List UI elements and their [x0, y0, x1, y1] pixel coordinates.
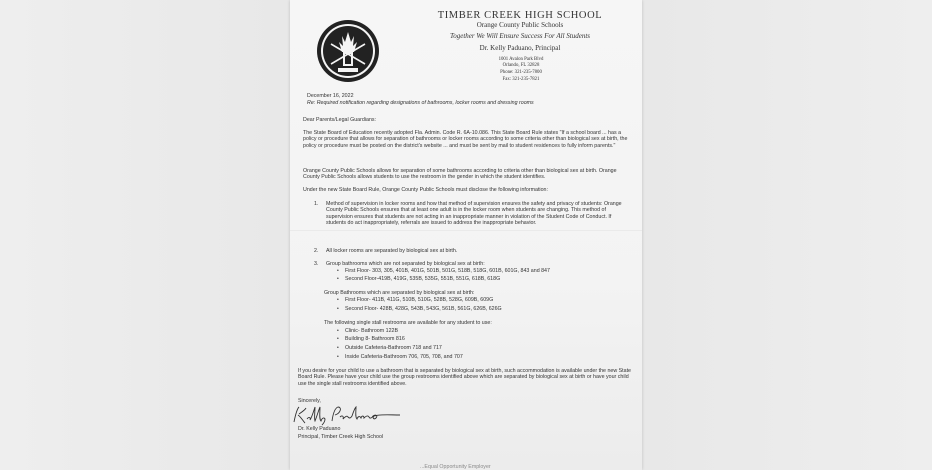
signer-name: Dr. Kelly Paduano [298, 426, 341, 432]
principal-heading: Dr. Kelly Paduano, Principal [479, 44, 561, 52]
paper-fold [290, 230, 642, 231]
signer-title: Principal, Timber Creek High School [298, 434, 384, 440]
list-number: 2. [314, 248, 319, 254]
salutation: Dear Parents/Legal Guardians: [303, 117, 377, 123]
list-item: Inside Cafeteria-Bathroom 706, 705, 708, and 707 [345, 354, 463, 360]
paragraph-rule: The State Board of Education recently adopted Fla. Admin. Code R. 6A-10.086. This State Board Rule states "If a school board ... has a policy or procedure that allows for separation of bathrooms or locker rooms according to some criteria other than biological sex at birth, the policy or procedure must be posted on the district's website ... and must be sent by mail to student residences to fully inform parents." [303, 130, 628, 149]
paragraph-policy: Orange County Public Schools allows for separation of some bathrooms according to criteria other than biological sex at birth. Orange County Public Schools allows students to use the restroom in the gender in which the student identifies. [303, 168, 617, 181]
closing: Sincerely, [298, 398, 321, 404]
list-number: 1. [314, 201, 319, 207]
bullet: • [337, 345, 339, 351]
school-name: TIMBER CREEK HIGH SCHOOL [437, 10, 603, 21]
bullet: • [337, 328, 339, 334]
single-stall-heading: The following single stall restrooms are available for any student to use: [324, 320, 492, 326]
district-name: Orange County Public Schools [476, 21, 564, 29]
school-motto: Together We Will Ensure Success For All Students [449, 32, 591, 40]
address-line: 1001 Avalon Park Blvd [498, 57, 544, 62]
item-locker-rooms: All locker rooms are separated by biological sex at birth. [326, 248, 458, 254]
list-item: Second Floor- 428B, 428G, 543B, 543G, 561B, 561G, 626B, 626G [345, 306, 502, 312]
address-line: Phone: 321-235-7800 [500, 70, 542, 75]
address-line: Fax: 321-235-7821 [502, 77, 540, 82]
background-left [0, 0, 290, 470]
address-line: Orlando, FL 32828 [502, 63, 540, 68]
group-separated-heading: Group Bathrooms which are separated by biological sex at birth: [324, 290, 475, 296]
bullet: • [337, 306, 339, 312]
list-item: Second Floor-419B, 419G, 535B, 535G, 551B, 551G, 618B, 618G [345, 276, 501, 282]
letter-date: December 16, 2022 [307, 93, 354, 99]
handwritten-signature [290, 404, 410, 426]
letter-page [290, 0, 642, 470]
bullet: • [337, 268, 339, 274]
footer-text: ...Equal Opportunity Employer [420, 464, 491, 470]
list-item: First Floor- 303, 305, 401B, 401G, 501B, 501G, 518B, 518G, 601B, 601G, 843 and 847 [345, 268, 550, 274]
bullet: • [337, 297, 339, 303]
school-seal-logo [315, 18, 381, 84]
bullet: • [337, 354, 339, 360]
list-item: Clinic- Bathroom 122B [345, 328, 398, 334]
background-right [642, 0, 932, 470]
item-supervision: Method of supervision in locker rooms and how that method of supervision ensures the safety and privacy of students: Orange County Public Schools ensures that at least one adult is in the locker room when students are changing. This method of supervision ensures that students are not acting in an inappropriate manner in violation of the Student Code of Conduct. If students do act inappropriately, referrals are issued to address the inappropriate behavior. [326, 201, 622, 226]
list-item: Outside Cafeteria-Bathroom 718 and 717 [345, 345, 442, 351]
bullet: • [337, 336, 339, 342]
paragraph-disclosure: Under the new State Board Rule, Orange County Public Schools must disclose the following information: [303, 187, 548, 193]
bullet: • [337, 276, 339, 282]
list-number: 3. [314, 261, 319, 267]
group-not-separated-heading: Group bathrooms which are not separated by biological sex at birth: [326, 261, 485, 267]
list-item: First Floor- 411B, 411G, 510B, 510G, 528B, 528G, 609B, 609G [345, 297, 494, 303]
list-item: Building 8- Bathroom 816 [345, 336, 405, 342]
letter-subject: Re: Required notification regarding designations of bathrooms, locker rooms and dressing rooms [307, 100, 534, 106]
paragraph-accommodation: If you desire for your child to use a bathroom that is separated by biological sex at birth, such accommodation is available under the new State Board Rule. Please have your child use the group restrooms identified above which are separated by biological sex at birth or have your child use the single stall restrooms identified above. [298, 368, 632, 387]
